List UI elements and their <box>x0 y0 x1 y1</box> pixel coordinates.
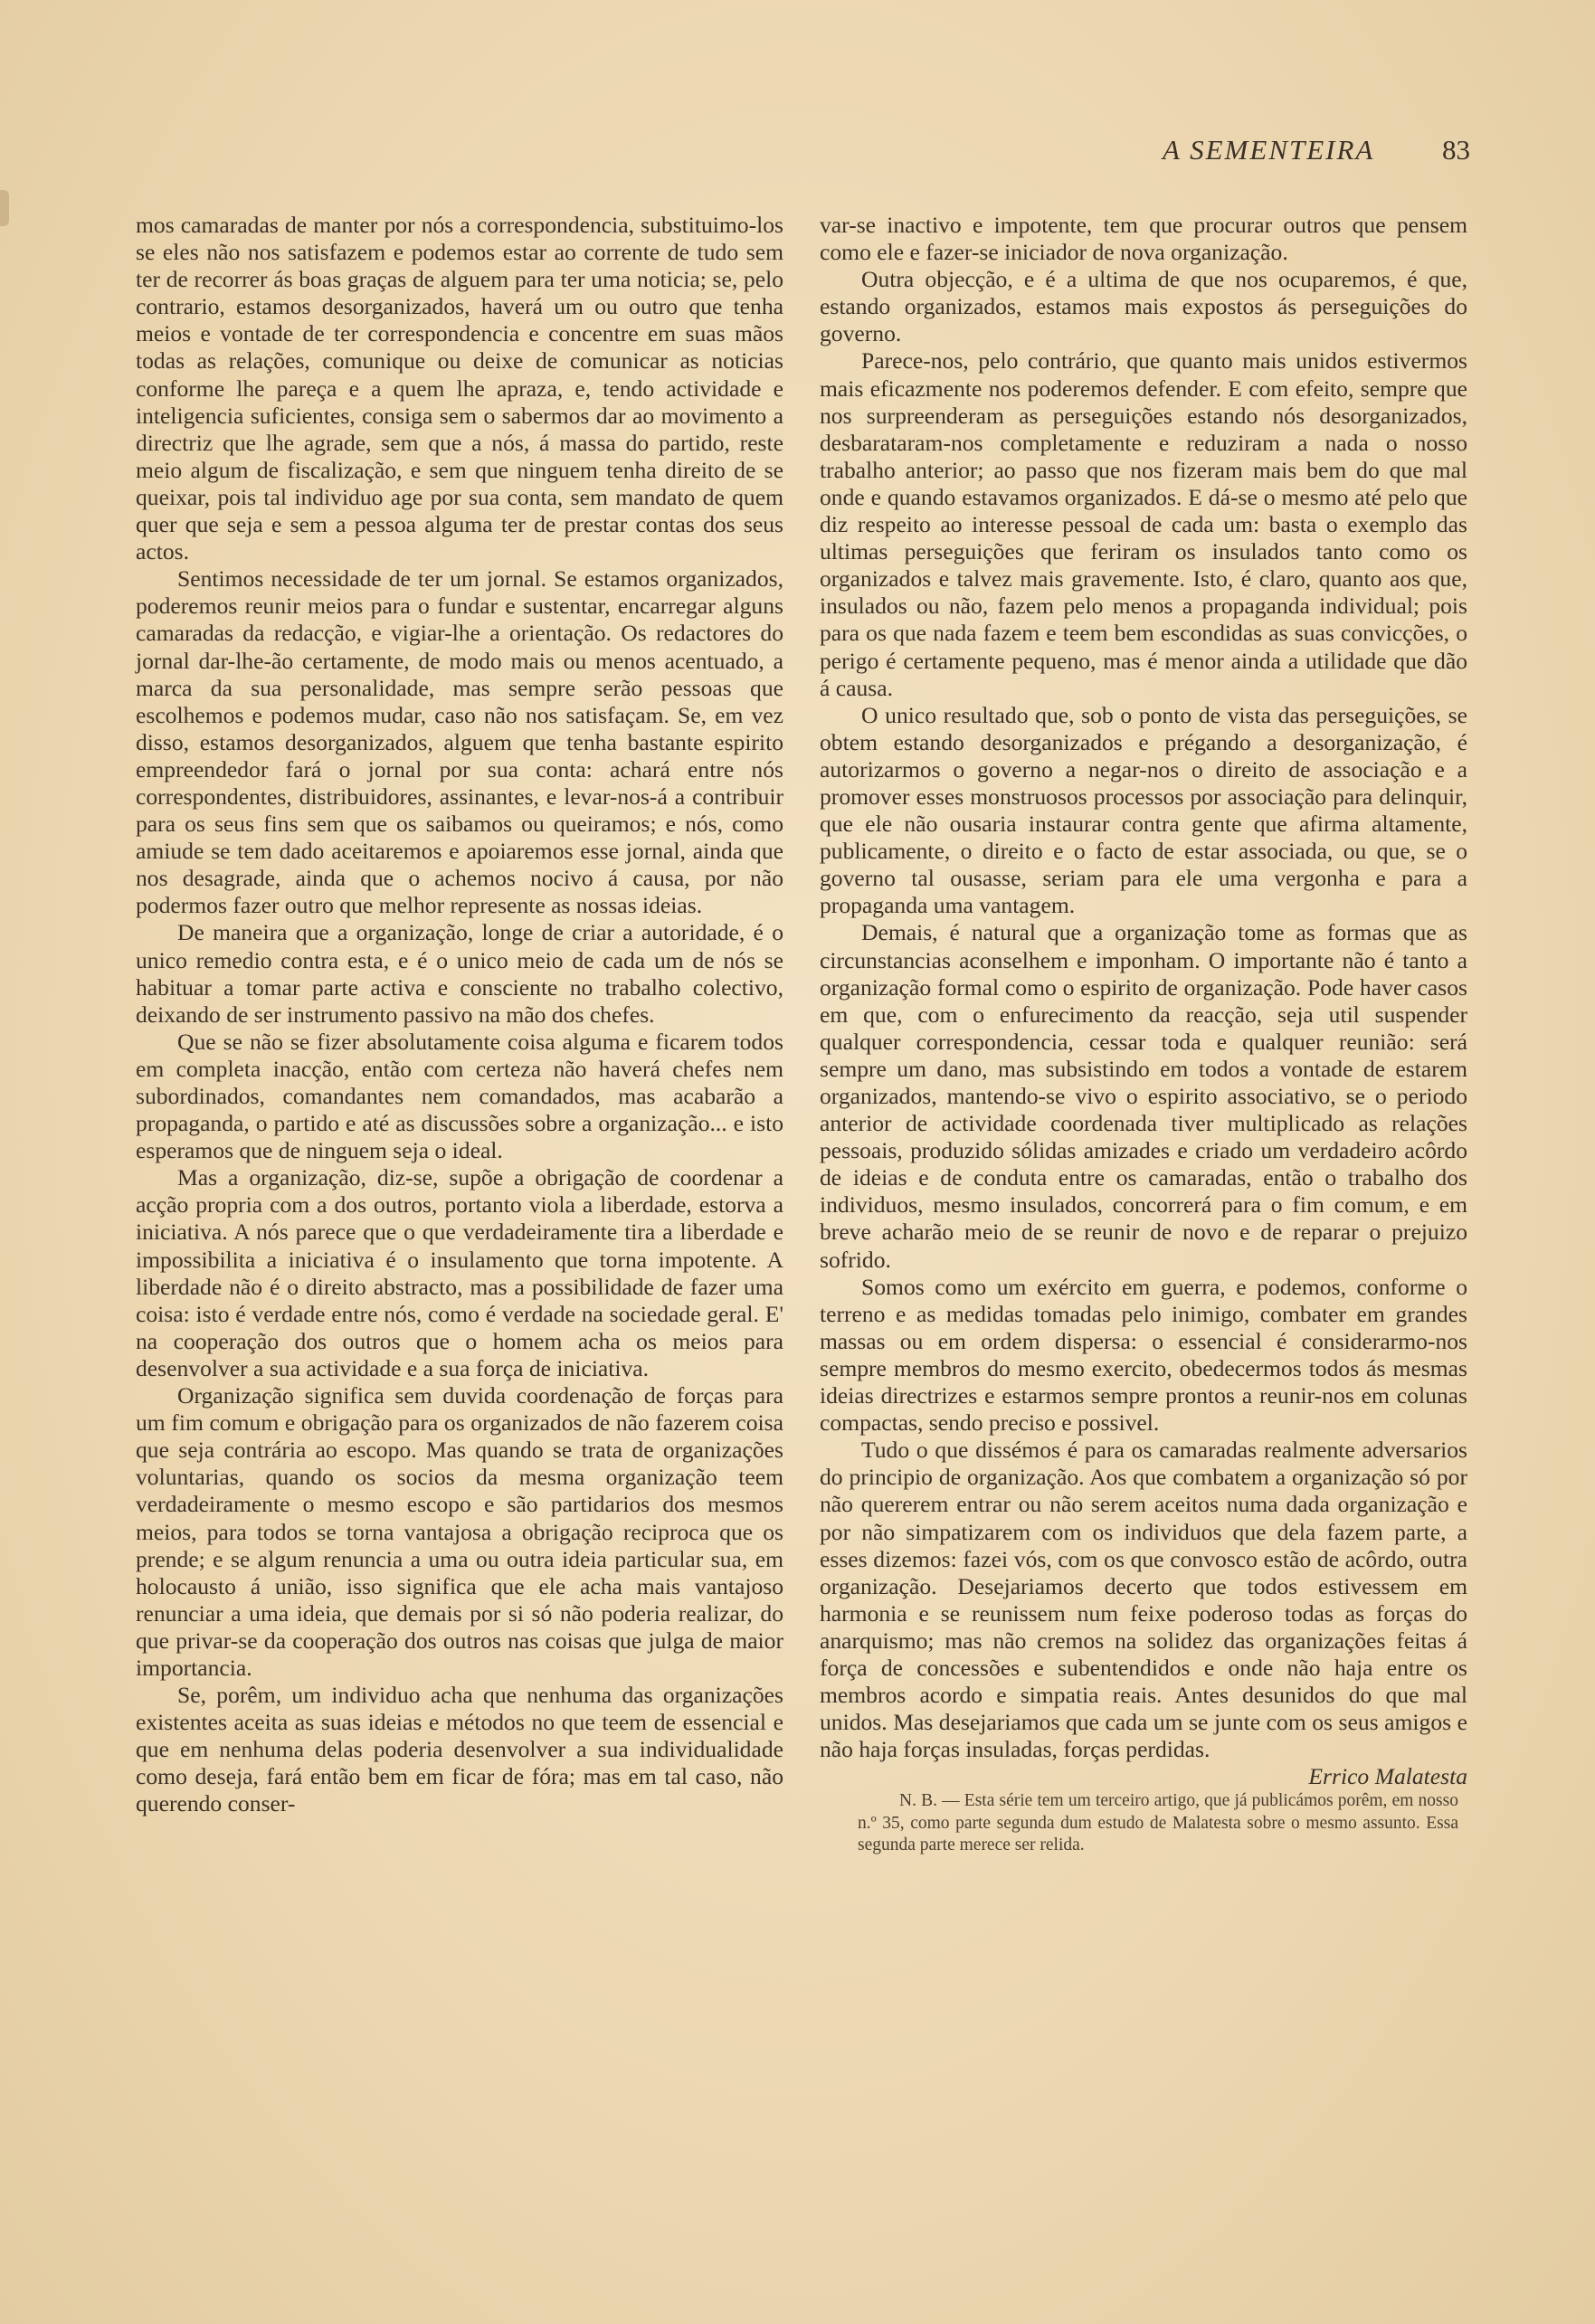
paragraph: Somos como um exército em guerra, e podemos, conforme o terreno e as medidas tomadas pelo inimigo, combater em grandes massas ou em ordem dispersa: o essencial é considerarmo-nos sempre membros do mesmo exercito, obedecermos todos ás mesmas ideias directrizes e estarmos sempre prontos a reunir-nos em colunas compactas, sendo preciso e possivel. <box>820 1273 1467 1437</box>
right-column <box>820 212 1467 1857</box>
paragraph: Mas a organização, diz-se, supõe a obrigação de coordenar a acção propria com a dos outros, portanto viola a liberdade, estorva a iniciativa. A nós parece que o que verdadeiramente tira a liberdade e impossibilita a iniciativa é o insulamento que torna impotente. A liberdade não é o direito abstracto, mas a possibilidade de fazer uma coisa: isto é verdade entre nós, como é verdade na sociedade geral. E' na cooperação dos outros que o homem acha os meios para desenvolver a sua actividade e a sua força de iniciativa. <box>136 1164 783 1381</box>
paragraph: Parece-nos, pelo contrário, que quanto mais unidos estivermos mais eficazmente nos poderemos defender. E com efeito, sempre que nos surpreenderam as perseguições estando nós desorganizados, desbarataram-nos completamente e reduziram a nada o nosso trabalho anterior; ao passo que nos fizeram mais bem do que mal onde e quando estavamos organizados. E dá-se o mesmo até pelo que diz respeito ao interesse pessoal de cada um: basta o exemplo das ultimas perseguições que feriram os insulados tanto como os organizados e talvez mais gravemente. Isto, é claro, quanto aos que, insulados ou não, fazem pelo menos a propaganda individual; pois para os que nada fazem e teem bem escondidas as suas convicções, o perigo é certamente pequeno, mas é menor ainda a utilidade que dão á causa. <box>820 347 1467 701</box>
paragraph: mos camaradas de manter por nós a correspondencia, substituimo-los se eles não nos satisfazem e podemos estar ao corrente de tudo sem ter de recorrer ás boas graças de alguem para ter uma noticia; se, pelo contrario, estamos desorganizados, haverá um ou outro que tenha meios e vontade de ter correspondencia e concentre em suas mãos todas as relações, comunique ou deixe de comunicar as noticias conforme lhe pareça e a quem lhe apraza, e, tendo actividade e inteligencia suficientes, consiga sem o sabermos dar ao movimento a directriz que lhe agrade, sem que a nós, á massa do partido, reste meio algum de fiscalização, e sem que ninguem tenha direito de se queixar, pois tal individuo age por sua conta, sem mandato de quem quer que seja e sem a pessoa alguma ter de prestar contas dos seus actos. <box>136 212 783 565</box>
paragraph: Sentimos necessidade de ter um jornal. Se estamos organizados, poderemos reunir meios para o fundar e sustentar, encarregar alguns camaradas da redacção, e vigiar-lhe a orientação. Os redactores do jornal dar-lhe-ão certamente, de modo mais ou menos acentuado, a marca da sua personalidade, mas sempre serão pessoas que escolhemos e podemos mudar, caso não nos satisfaçam. Se, em vez disso, estamos desorganizados, alguem que tenha bastante espirito empreendedor fará o jornal por sua conta: achará entre nós correspondentes, distribuidores, assinantes, e levar-nos-á a contribuir para os seus fins sem que os saibamos ou queiramos; e nós, como amiude se tem dado aceitaremos e apoiaremos esse jornal, ainda que nos desagrade, ainda que o achemos nocivo á causa, por não podermos fazer outro que melhor represente as nossas ideias. <box>136 565 783 919</box>
paragraph: Organização significa sem duvida coordenação de forças para um fim comum e obrigação para os organizados de não fazerem coisa que seja contrária ao escopo. Mas quando se trata de organizações voluntarias, quando os socios da mesma organização teem verdadeiramente o mesmo escopo e são partidarios dos mesmos meios, para todos se torna vantajosa a obrigação reciproca que os prende; e se algum renuncia a uma ou outra ideia particular sua, em holocausto á união, isso significa que ele acha mais vantajoso renunciar a uma ideia, que demais por si só não poderia realizar, do que privar-se da cooperação dos outros nas coisas que julga de maior importancia. <box>136 1382 783 1681</box>
paragraph: Que se não se fizer absolutamente coisa alguma e ficarem todos em completa inacção, então com certeza não haverá chefes nem subordinados, comandantes nem comandados, mas acabarão a propaganda, o partido e até as discussões sobre a organização... e isto esperamos que de ninguem seja o ideal. <box>136 1028 783 1164</box>
paragraph: De maneira que a organização, longe de criar a autoridade, é o unico remedio contra esta, e é o unico meio de cada um de nós se habituar a tomar parte activa e consciente no trabalho colectivo, deixando de ser instrumento passivo na mão dos chefes. <box>136 919 783 1028</box>
page-edge-tab <box>0 190 9 226</box>
paragraph: var-se inactivo e impotente, tem que procurar outros que pensem como ele e fazer-se iniciador de nova organização. <box>820 212 1467 266</box>
paragraph: O unico resultado que, sob o ponto de vista das perseguições, se obtem estando desorganizados e prégando a desorganização, é autorizarmos o governo a negar-nos o direito de associação e a promover esses monstruosos processos por associação para delinquir, que ele não ousaria instaurar contra gente que afirma altamente, publicamente, o direito e o facto de estar associada, ou que, se o governo tal ousasse, seriam para ele uma vergonha e para a propaganda uma vantagem. <box>820 701 1467 919</box>
journal-title: A SEMENTEIRA <box>1163 134 1375 166</box>
editor-note: N. B. — Esta série tem um terceiro artigo, que já publicámos porêm, em nosso n.º 35, como parte segunda dum estudo de Malatesta sobre o mesmo assunto. Essa segunda parte merece ser relida. <box>858 1791 1458 1855</box>
running-header <box>1163 134 1470 170</box>
left-column <box>136 212 783 1818</box>
author-signature: Errico Malatesta <box>1308 1763 1467 1790</box>
page-number: 83 <box>1442 134 1470 166</box>
paragraph: Outra objecção, e é a ultima de que nos ocuparemos, é que, estando organizados, estamos mais expostos ás perseguições do governo. <box>820 266 1467 347</box>
paragraph: Tudo o que dissémos é para os camaradas realmente adversarios do principio de organização. Aos que combatem a organização só por não quererem entrar ou não serem aceitos numa dada organização e por não simpatizarem com os individuos que dela fazem parte, a esses dizemos: fazei vós, com os que convosco estão de acôrdo, outra organização. Desejariamos decerto que todos estivessem em harmonia e se reunissem num feixe poderoso todas as forças do anarquismo; mas não cremos na solidez das organizações feitas á força de concessões e subentendidos e onde não haja entre os membros acordo e simpatia reais. Antes desunidos do que mal unidos. Mas desejariamos que cada um se junte com os seus amigos e não haja forças insuladas, forças perdidas. <box>820 1437 1467 1763</box>
paragraph: Demais, é natural que a organização tome as formas que as circunstancias aconselhem e imponham. O importante não é tanto a organização formal como o espirito de organização. Pode haver casos em que, com o enfurecimento da reacção, seja util suspender qualquer correspondencia, cessar toda e qualquer reunião: será sempre um dano, mas subsistindo em todos a vontade de estarem organizados, mantendo-se vivo o espirito associativo, se o periodo anterior de actividade coordenada tiver multiplicado as relações pessoais, produzido sólidas amizades e criado um verdadeiro acôrdo de ideias e de conduta entre os camaradas, então o trabalho dos individuos, mesmo insulados, concorrerá para o fim comum, e em breve acharão meio de se reunir de novo e de reparar o prejuizo sofrido. <box>820 919 1467 1273</box>
paragraph: Se, porêm, um individuo acha que nenhuma das organizações existentes aceita as suas ideias e métodos no que teem de essencial e que em nenhuma delas poderia desenvolver a sua individualidade como deseja, fará então bem em ficar de fóra; mas em tal caso, não querendo conser- <box>136 1682 783 1817</box>
